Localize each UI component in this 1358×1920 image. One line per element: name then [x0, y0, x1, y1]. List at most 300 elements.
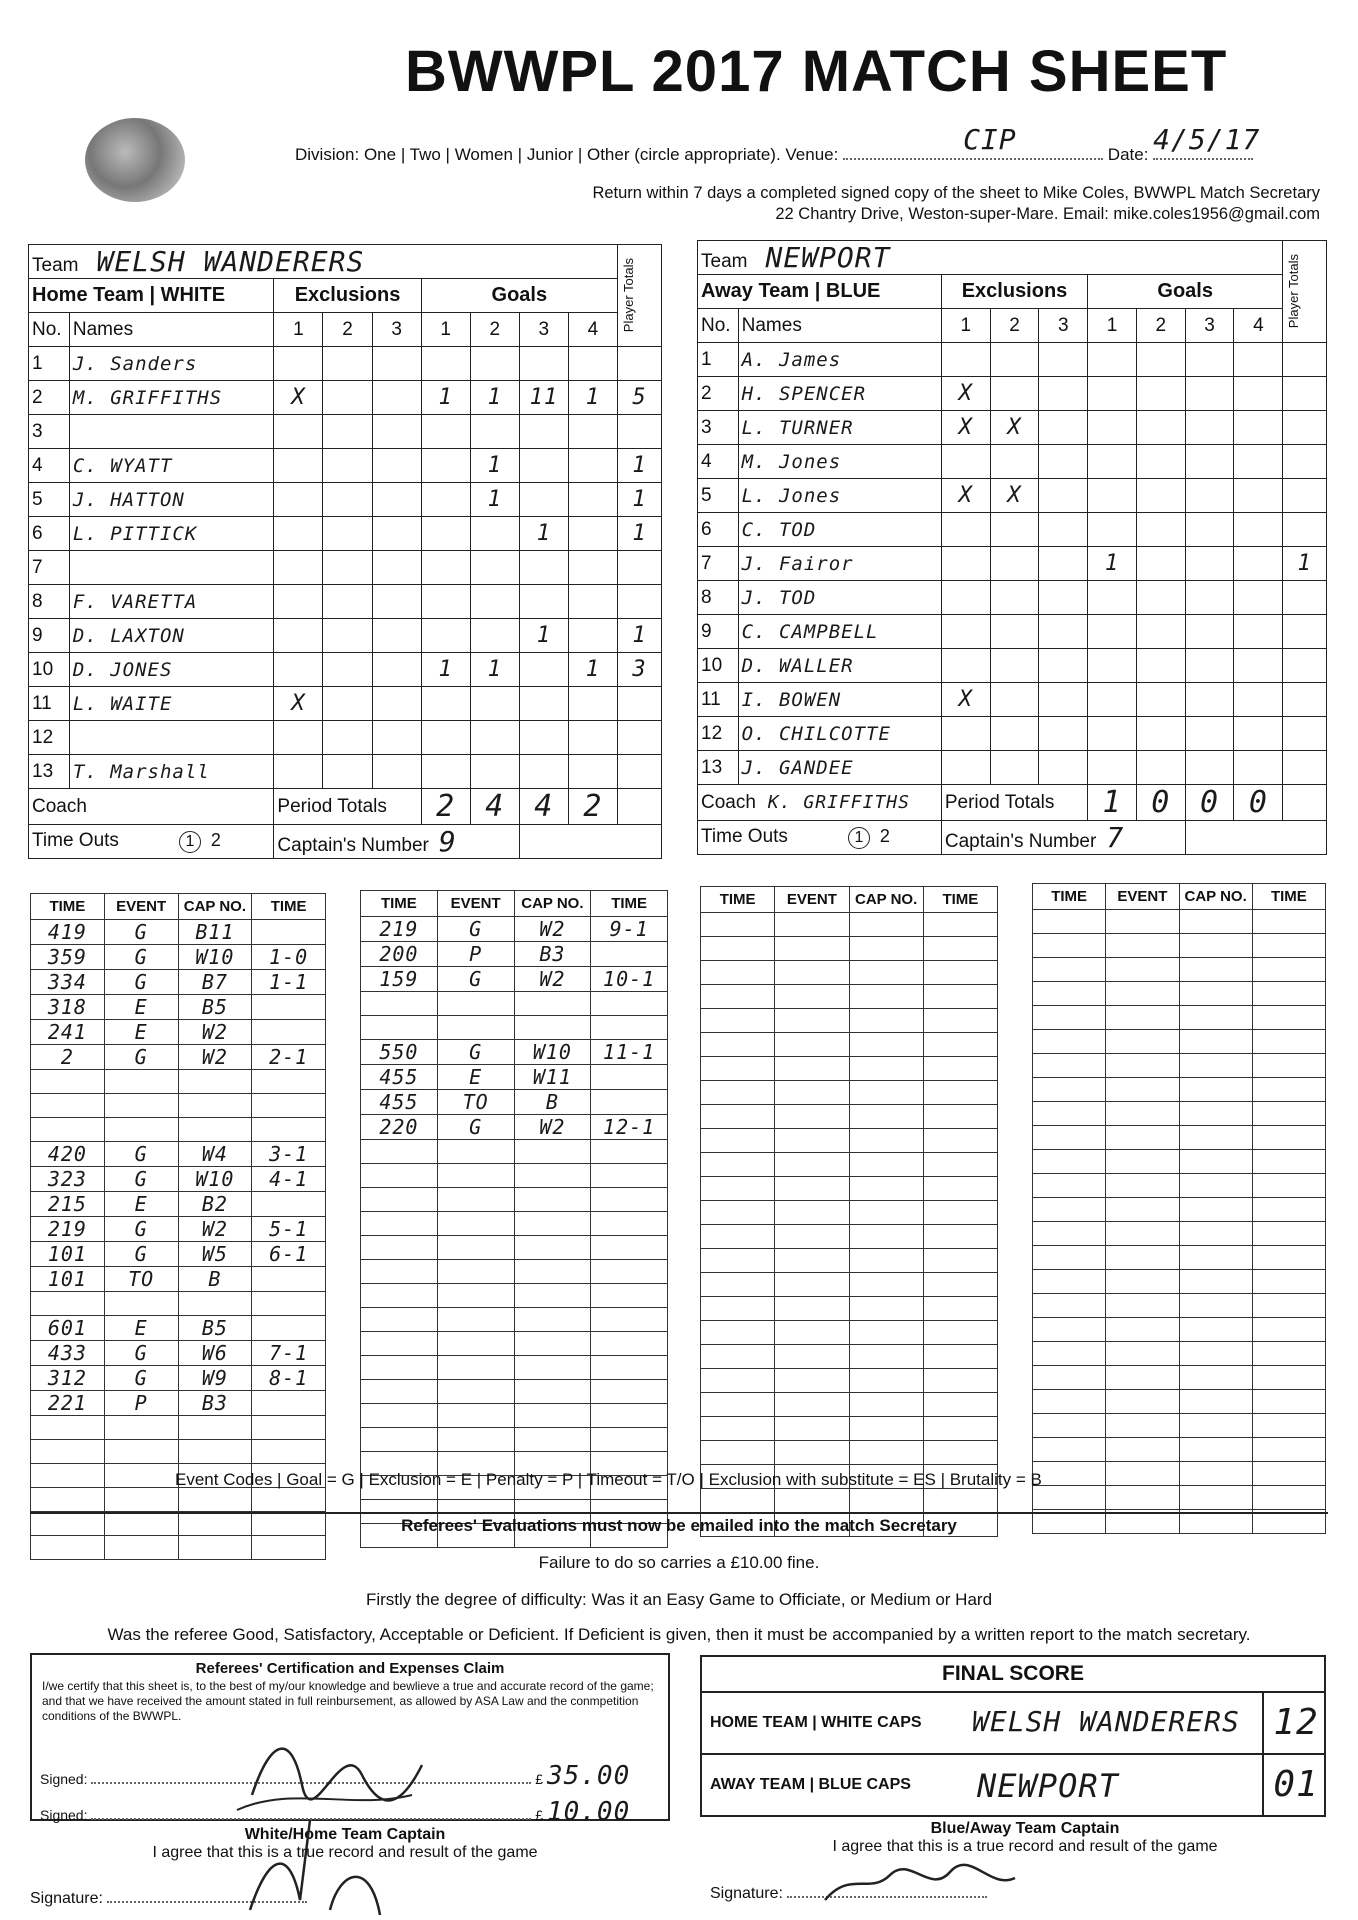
event-cell-event — [1106, 1174, 1179, 1198]
player-goals-period-3 — [1185, 683, 1234, 717]
player-exclusion-1 — [274, 653, 323, 687]
event-row — [1033, 982, 1326, 1006]
event-cell-time — [31, 1118, 105, 1142]
page-title: BWWPL 2017 MATCH SHEET — [405, 39, 1228, 104]
player-name: I. BOWEN — [738, 683, 941, 717]
event-cell-cap-no — [849, 937, 923, 961]
player-total — [617, 687, 661, 721]
player-goals-period-1 — [421, 721, 470, 755]
event-cell-cap-no — [514, 992, 591, 1016]
away-player-row — [698, 717, 1327, 751]
event-row — [31, 1142, 326, 1167]
player-total — [1283, 513, 1327, 547]
event-row — [31, 1020, 326, 1045]
event-cell-event: E — [104, 1020, 178, 1045]
home-team-name: WELSH WANDERERS — [96, 245, 365, 278]
event-header-event: EVENT — [104, 894, 178, 920]
player-exclusion-2 — [323, 347, 372, 381]
player-goals-period-3 — [1185, 445, 1234, 479]
event-cell-cap-no: B7 — [178, 970, 252, 995]
referee-evaluation-heading: Referees' Evaluations must now be emailed into the match Secretary — [401, 1516, 957, 1535]
player-exclusion-1: X — [941, 377, 990, 411]
player-exclusion-1 — [941, 717, 990, 751]
player-exclusion-3 — [372, 381, 421, 415]
event-cell-cap-no: B3 — [178, 1391, 252, 1416]
player-total: 3 — [617, 653, 661, 687]
player-number: 13 — [698, 751, 739, 785]
event-cell-cap-no — [514, 1164, 591, 1188]
event-log-table-3 — [700, 886, 998, 1537]
event-cell-cap-no — [514, 1308, 591, 1332]
player-exclusion-2 — [323, 551, 372, 585]
player-exclusion-2 — [990, 513, 1039, 547]
event-cell-cap-no — [1179, 1174, 1252, 1198]
player-goals-period-4 — [1234, 377, 1283, 411]
player-exclusion-3 — [372, 551, 421, 585]
time-out-2[interactable]: 2 — [210, 830, 221, 850]
home-player-row — [29, 415, 662, 449]
venue-field[interactable] — [843, 123, 1103, 160]
player-exclusion-2 — [990, 377, 1039, 411]
player-exclusion-2: X — [990, 479, 1039, 513]
player-number: 6 — [698, 513, 739, 547]
event-row — [1033, 910, 1326, 934]
event-cell-score — [923, 1057, 997, 1081]
event-cell-score — [591, 1212, 668, 1236]
expense-amount-2: 10.00 — [546, 1797, 631, 1827]
date-field[interactable] — [1153, 123, 1261, 160]
event-row — [701, 1225, 998, 1249]
player-goals-period-1 — [1088, 479, 1137, 513]
player-goals-period-1 — [421, 755, 470, 789]
event-cell-cap-no — [514, 1188, 591, 1212]
event-cell-time — [361, 992, 438, 1016]
event-cell-score — [252, 1316, 326, 1341]
away-player-row — [698, 445, 1327, 479]
player-exclusion-1: X — [941, 683, 990, 717]
player-goals-period-3 — [1185, 343, 1234, 377]
event-cell-event — [1106, 1126, 1179, 1150]
event-cell-cap-no — [1179, 1366, 1252, 1390]
event-cell-cap-no: W5 — [178, 1242, 252, 1267]
player-goals-period-4 — [1234, 343, 1283, 377]
away-captain-number: 7 — [1106, 821, 1125, 854]
away-player-row — [698, 649, 1327, 683]
team-label: Team — [32, 255, 79, 276]
player-total — [617, 551, 661, 585]
event-row — [31, 1292, 326, 1316]
event-cell-event — [1106, 934, 1179, 958]
player-total — [617, 721, 661, 755]
player-total: 1 — [617, 483, 661, 517]
event-cell-event — [1106, 1294, 1179, 1318]
event-cell-event — [775, 1489, 849, 1513]
event-cell-cap-no: W2 — [178, 1217, 252, 1242]
event-cell-score — [591, 1380, 668, 1404]
player-exclusion-2 — [323, 619, 372, 653]
player-total: 5 — [617, 381, 661, 415]
event-cell-time — [701, 1249, 775, 1273]
player-total — [1283, 751, 1327, 785]
event-cell-time: 334 — [31, 970, 105, 995]
event-cell-event — [775, 1441, 849, 1465]
event-cell-event — [437, 1140, 514, 1164]
home-period-total-4: 2 — [568, 789, 617, 825]
event-row — [31, 995, 326, 1020]
event-row — [31, 1045, 326, 1070]
away-player-row — [698, 513, 1327, 547]
event-row — [701, 1297, 998, 1321]
event-cell-event: TO — [437, 1090, 514, 1115]
player-exclusion-1: X — [941, 411, 990, 445]
player-number: 3 — [698, 411, 739, 445]
exclusions-header: Exclusions — [274, 279, 421, 313]
time-out-1-circled[interactable]: 1 — [179, 831, 201, 853]
event-header-event: EVENT — [1106, 884, 1179, 910]
event-cell-time — [701, 1345, 775, 1369]
event-cell-cap-no — [178, 1416, 252, 1440]
event-row — [31, 920, 326, 945]
player-goals-period-4 — [568, 687, 617, 721]
event-cell-score: 2-1 — [252, 1045, 326, 1070]
event-row — [701, 1081, 998, 1105]
event-row — [701, 1489, 998, 1513]
player-exclusion-2 — [323, 415, 372, 449]
event-cell-event: G — [104, 1341, 178, 1366]
home-team-header: Home Team | WHITE — [29, 279, 274, 313]
player-number: 5 — [698, 479, 739, 513]
event-cell-event: G — [104, 920, 178, 945]
event-cell-cap-no — [849, 1153, 923, 1177]
event-cell-score — [1252, 910, 1325, 934]
event-cell-cap-no — [514, 1140, 591, 1164]
event-row — [361, 1260, 668, 1284]
player-goals-period-2: 1 — [470, 653, 519, 687]
event-cell-time: 159 — [361, 967, 438, 992]
event-cell-event — [104, 1464, 178, 1488]
away-player-row — [698, 751, 1327, 785]
final-score-box — [700, 1655, 1326, 1817]
event-cell-cap-no — [849, 1033, 923, 1057]
event-cell-score: 1-0 — [252, 945, 326, 970]
goal-period-3-header: 3 — [519, 313, 568, 347]
player-exclusion-2 — [323, 755, 372, 789]
event-row — [361, 1404, 668, 1428]
player-exclusion-1 — [274, 517, 323, 551]
home-captain-number: 9 — [438, 825, 457, 858]
event-cell-score: 12-1 — [591, 1115, 668, 1140]
player-name: L. PITTICK — [69, 517, 274, 551]
player-goals-period-3 — [1185, 547, 1234, 581]
away-player-row — [698, 479, 1327, 513]
event-cell-score — [591, 1188, 668, 1212]
player-goals-period-4 — [1234, 717, 1283, 751]
home-player-row — [29, 687, 662, 721]
event-cell-event — [1106, 1222, 1179, 1246]
event-cell-event — [104, 1440, 178, 1464]
player-name: T. Marshall — [69, 755, 274, 789]
player-exclusion-1 — [274, 551, 323, 585]
event-cell-time: 419 — [31, 920, 105, 945]
event-cell-event — [775, 1345, 849, 1369]
event-cell-event — [1106, 1150, 1179, 1174]
event-header-score: TIME — [591, 891, 668, 917]
coach-label: Coach — [701, 791, 756, 813]
period-totals-label: Period Totals — [274, 789, 421, 825]
player-total — [1283, 411, 1327, 445]
event-cell-cap-no — [1179, 1006, 1252, 1030]
period-totals-label: Period Totals — [941, 785, 1087, 821]
player-exclusion-3 — [1039, 717, 1088, 751]
event-cell-cap-no: B — [178, 1267, 252, 1292]
event-row — [701, 1105, 998, 1129]
event-cell-time — [701, 1225, 775, 1249]
event-cell-cap-no — [1179, 1246, 1252, 1270]
event-cell-cap-no — [1179, 982, 1252, 1006]
event-cell-event: G — [104, 1045, 178, 1070]
event-cell-score — [923, 1177, 997, 1201]
player-goals-period-3 — [519, 755, 568, 789]
player-goals-period-2 — [1136, 445, 1185, 479]
event-cell-score — [1252, 1366, 1325, 1390]
event-cell-time — [701, 1369, 775, 1393]
player-exclusion-3 — [372, 517, 421, 551]
event-row — [361, 1236, 668, 1260]
player-name: H. SPENCER — [738, 377, 941, 411]
player-goals-period-4 — [568, 415, 617, 449]
event-cell-event — [104, 1118, 178, 1142]
event-cell-score — [923, 1249, 997, 1273]
event-header-time: TIME — [701, 887, 775, 913]
event-cell-time — [1033, 1414, 1106, 1438]
event-row — [1033, 1030, 1326, 1054]
player-exclusion-2 — [323, 517, 372, 551]
event-cell-event — [437, 1188, 514, 1212]
event-cell-score — [923, 1009, 997, 1033]
player-goals-period-1 — [421, 619, 470, 653]
event-row — [701, 1249, 998, 1273]
event-row — [1033, 1462, 1326, 1486]
event-cell-score — [591, 1065, 668, 1090]
event-cell-cap-no — [178, 1070, 252, 1094]
player-total — [617, 347, 661, 381]
player-number: 9 — [698, 615, 739, 649]
home-player-row — [29, 551, 662, 585]
event-header-time: TIME — [1033, 884, 1106, 910]
event-cell-time — [361, 1428, 438, 1452]
event-row — [701, 1345, 998, 1369]
player-goals-period-3 — [1185, 411, 1234, 445]
home-player-row — [29, 347, 662, 381]
event-cell-time — [701, 937, 775, 961]
event-cell-cap-no — [849, 1105, 923, 1129]
exclusion-1-header: 1 — [941, 309, 990, 343]
event-cell-time — [361, 1308, 438, 1332]
event-cell-event: TO — [104, 1267, 178, 1292]
event-cell-time: 433 — [31, 1341, 105, 1366]
event-cell-time: 420 — [31, 1142, 105, 1167]
event-cell-time — [1033, 1102, 1106, 1126]
player-exclusion-1 — [274, 721, 323, 755]
home-player-row — [29, 483, 662, 517]
player-goals-period-1: 1 — [421, 381, 470, 415]
event-row — [361, 1212, 668, 1236]
player-goals-period-1 — [421, 415, 470, 449]
event-cell-time: 312 — [31, 1366, 105, 1391]
event-cell-time — [31, 1094, 105, 1118]
player-exclusion-3 — [1039, 751, 1088, 785]
player-goals-period-1 — [1088, 411, 1137, 445]
time-out-2[interactable]: 2 — [879, 826, 890, 846]
home-player-row — [29, 449, 662, 483]
event-cell-cap-no — [1179, 1078, 1252, 1102]
player-goals-period-3 — [1185, 479, 1234, 513]
event-cell-score — [923, 1129, 997, 1153]
event-cell-cap-no: W10 — [514, 1040, 591, 1065]
pound-sign: £ — [535, 1771, 544, 1787]
event-row — [1033, 1150, 1326, 1174]
player-number: 11 — [29, 687, 70, 721]
player-total — [1283, 343, 1327, 377]
event-cell-cap-no — [849, 1273, 923, 1297]
player-exclusion-1 — [941, 615, 990, 649]
player-exclusion-2 — [323, 585, 372, 619]
event-row — [361, 992, 668, 1016]
player-exclusion-2 — [323, 721, 372, 755]
home-player-row — [29, 721, 662, 755]
player-goals-period-4 — [1234, 649, 1283, 683]
event-cell-event — [437, 1284, 514, 1308]
captain-blank — [519, 825, 661, 859]
player-goals-period-4 — [1234, 547, 1283, 581]
event-cell-score — [1252, 1294, 1325, 1318]
event-cell-time — [701, 1081, 775, 1105]
event-cell-score — [1252, 1174, 1325, 1198]
event-cell-time — [31, 1464, 105, 1488]
event-cell-time — [361, 1164, 438, 1188]
event-cell-time: 241 — [31, 1020, 105, 1045]
exclusion-2-header: 2 — [990, 309, 1039, 343]
event-cell-cap-no: B3 — [514, 942, 591, 967]
event-cell-time: 200 — [361, 942, 438, 967]
player-number: 7 — [29, 551, 70, 585]
event-cell-score — [1252, 1198, 1325, 1222]
player-total — [1283, 717, 1327, 751]
home-period-total-3: 4 — [519, 789, 568, 825]
player-exclusion-2 — [323, 449, 372, 483]
away-team-final-name: NEWPORT — [977, 1767, 1119, 1805]
pound-sign: £ — [535, 1807, 544, 1823]
event-cell-score — [923, 1033, 997, 1057]
event-cell-cap-no — [849, 913, 923, 937]
event-cell-cap-no — [1179, 1390, 1252, 1414]
event-cell-time: 220 — [361, 1115, 438, 1140]
event-row — [361, 1284, 668, 1308]
captains-number-label: Captain's Number — [944, 831, 1097, 852]
event-row — [701, 961, 998, 985]
time-outs-label: Time Outs — [32, 830, 119, 851]
player-name: O. CHILCOTTE — [738, 717, 941, 751]
player-exclusion-2 — [990, 343, 1039, 377]
event-cell-score: 7-1 — [252, 1341, 326, 1366]
event-cell-event — [104, 1416, 178, 1440]
event-header-score: TIME — [923, 887, 997, 913]
player-name: M. Jones — [738, 445, 941, 479]
event-cell-score: 3-1 — [252, 1142, 326, 1167]
player-exclusion-1 — [274, 347, 323, 381]
event-row — [1033, 1414, 1326, 1438]
event-cell-event — [1106, 1054, 1179, 1078]
event-row — [1033, 1342, 1326, 1366]
player-goals-period-3 — [1185, 513, 1234, 547]
player-number: 12 — [29, 721, 70, 755]
event-cell-cap-no — [514, 1212, 591, 1236]
home-caps-label: HOME TEAM | WHITE CAPS — [710, 1714, 922, 1731]
player-number: 4 — [29, 449, 70, 483]
player-goals-period-4 — [1234, 581, 1283, 615]
away-team-table — [697, 240, 1327, 855]
event-cell-score — [591, 1284, 668, 1308]
event-cell-time — [1033, 1294, 1106, 1318]
event-header-event: EVENT — [775, 887, 849, 913]
player-exclusion-1 — [274, 483, 323, 517]
player-goals-period-1 — [1088, 445, 1137, 479]
event-cell-time: 318 — [31, 995, 105, 1020]
player-goals-period-2 — [1136, 513, 1185, 547]
event-cell-time — [361, 1260, 438, 1284]
player-goals-period-1 — [1088, 615, 1137, 649]
event-cell-time — [361, 1016, 438, 1040]
certification-text: I/we certify that this sheet is, to the best of my/our knowledge and bewlieve a true and accurate record of the game; and that we have received the amount stated in full reinbursement, as allowed by ASA Law and the conmpetition conditions of the BWWPL. — [42, 1679, 654, 1723]
player-goals-period-3: 1 — [519, 619, 568, 653]
event-cell-event — [775, 1201, 849, 1225]
event-cell-time — [701, 1321, 775, 1345]
goal-period-1-header: 1 — [1088, 309, 1137, 343]
fine-note: Failure to do so carries a £10.00 fine. — [538, 1553, 820, 1572]
event-cell-time: 101 — [31, 1267, 105, 1292]
goal-period-1-header: 1 — [421, 313, 470, 347]
player-name: A. James — [738, 343, 941, 377]
event-cell-cap-no — [849, 1129, 923, 1153]
event-cell-event — [775, 1009, 849, 1033]
event-row — [701, 913, 998, 937]
player-goals-period-3 — [519, 551, 568, 585]
event-cell-event — [437, 1356, 514, 1380]
event-cell-time — [361, 1380, 438, 1404]
away-captain-agree: I agree that this is a true record and result of the game — [832, 1838, 1218, 1855]
event-cell-event: P — [104, 1391, 178, 1416]
event-cell-score — [923, 1297, 997, 1321]
time-out-1-circled[interactable]: 1 — [848, 827, 870, 849]
event-cell-time — [361, 1404, 438, 1428]
final-score-home-row — [702, 1693, 1324, 1755]
event-row — [701, 1273, 998, 1297]
event-cell-time — [701, 1393, 775, 1417]
number-column-header: No. — [698, 309, 739, 343]
event-cell-cap-no: W6 — [178, 1341, 252, 1366]
event-row — [361, 917, 668, 942]
event-cell-event — [775, 1177, 849, 1201]
event-row — [31, 1094, 326, 1118]
player-number: 9 — [29, 619, 70, 653]
event-log-table-4 — [1032, 883, 1326, 1534]
away-period-total-4: 0 — [1234, 785, 1283, 821]
player-exclusion-2 — [323, 653, 372, 687]
event-cell-time: 359 — [31, 945, 105, 970]
home-period-total-1: 2 — [421, 789, 470, 825]
event-cell-event — [1106, 1030, 1179, 1054]
player-goals-period-2 — [470, 347, 519, 381]
